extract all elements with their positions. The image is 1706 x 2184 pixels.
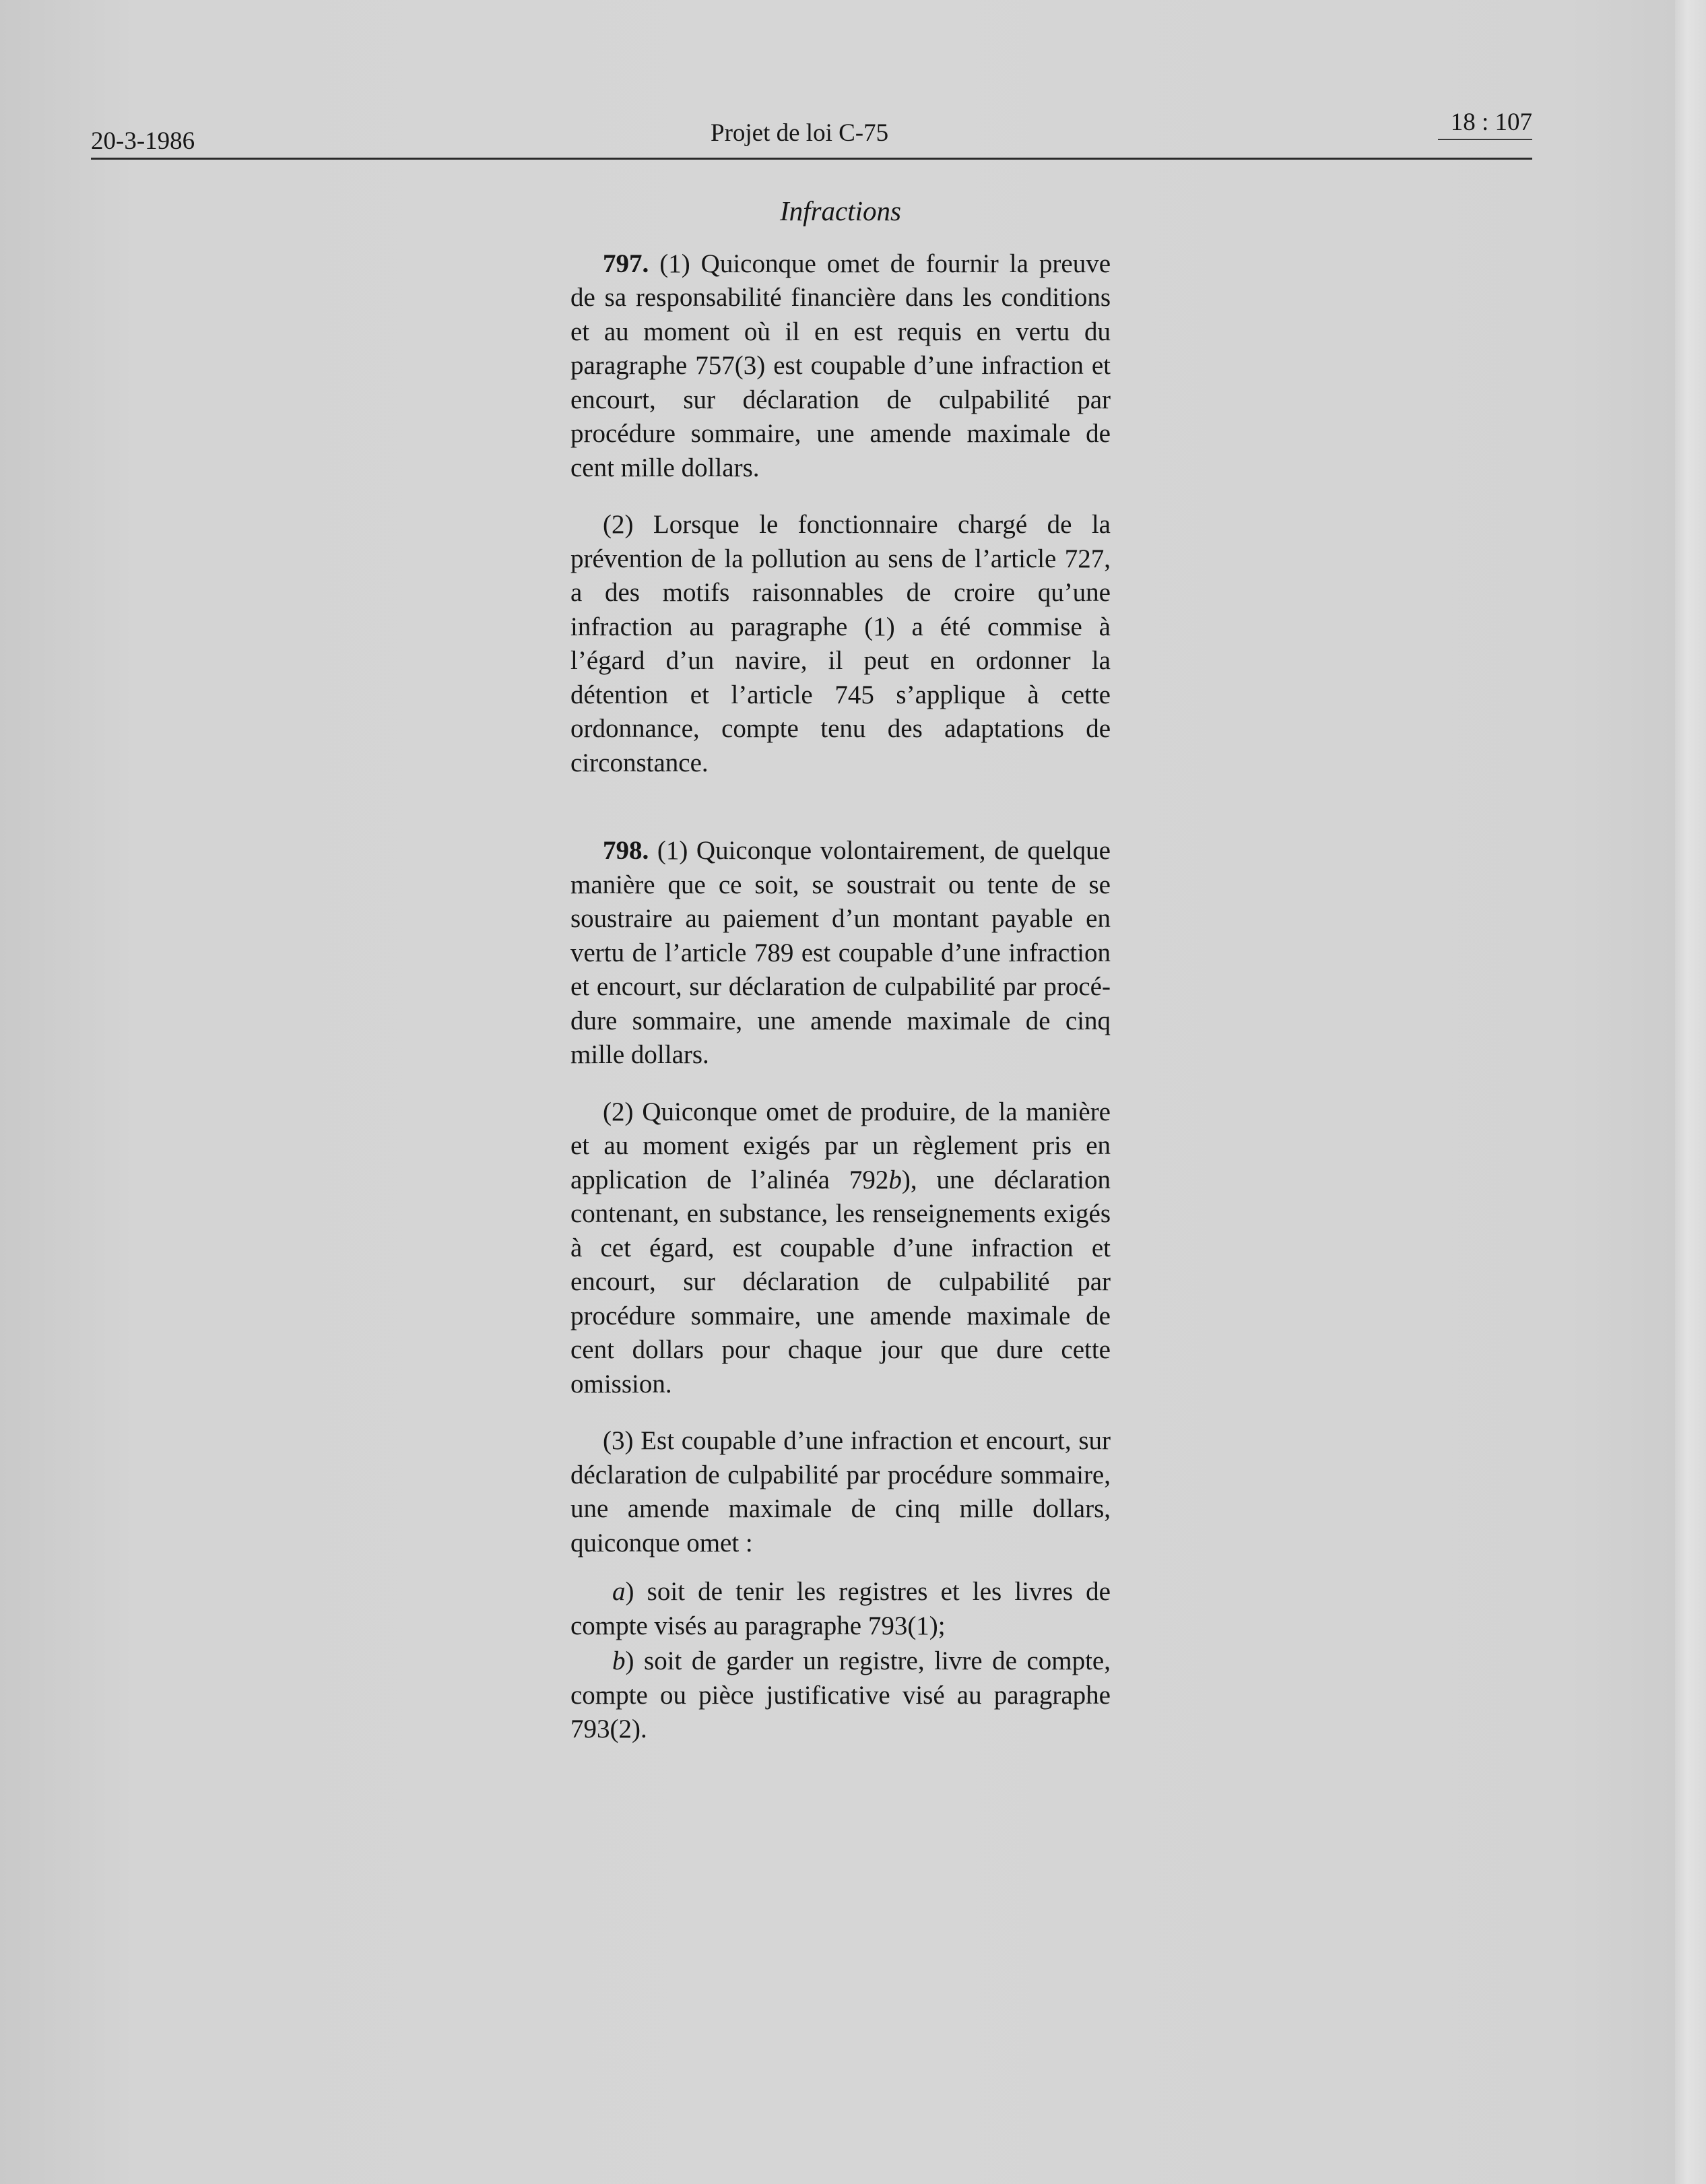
article-798-paragraph-1 (570, 834, 1111, 1072)
article-798-paragraph-3: (3) Est coupable d’une infraction et encourt, sur déclaration de culpabilité par procédure sommaire, une amende maximale de cinq mille dollars, quiconque omet : (570, 1426, 1111, 1557)
article-798-paragraph-2 (570, 1095, 1111, 1402)
section-heading: Infractions (780, 195, 901, 226)
item-b-text: ) soit de garder un registre, livre de compte, compte ou pièce justificative visé au paragraphe 793(2). (570, 1646, 1111, 1743)
header-rule (91, 158, 1532, 160)
article-798-p2-italic: b (888, 1165, 902, 1194)
header-page-number: 18 : 107 (1450, 108, 1532, 136)
item-a-text: ) soit de tenir les registres et les livres de compte visés au paragraphe 793(1); (570, 1577, 1111, 1640)
article-797-p1-text: (1) Quiconque omet de fournir la preuve de sa responsabilité financière dans les conditions et au moment où il en est requis en vertu du paragraphe 757(3) est coupable d’une infraction et encourt, sur déclaration de culpabilité par procédure sommaire, une amende maximale de cent mille dollars. (570, 249, 1111, 482)
header-rule-page-number (1438, 139, 1532, 140)
article-798-p2-text-a: (2) Quiconque omet de produire, de la manière et au moment exigés par un règlement pris en application de l’alinéa 792 (570, 1097, 1111, 1194)
article-798-item-a (570, 1575, 1111, 1643)
article-798-p1-text: (1) Quiconque volontairement, de quelque manière que ce soit, se soustrait ou tente de se soustraire au paiement d’un montant payable en vertu de l’article 789 est coupable d’une infraction et encourt, sur déclaration de culpabilité par procédure sommaire, une amende maximale de cinq mille dollars. (570, 836, 1111, 1069)
article-798-number: 798. (603, 836, 649, 865)
header-date: 20-3-1986 (91, 127, 195, 155)
article-798-item-b (570, 1644, 1111, 1747)
page-edge (1675, 0, 1706, 2184)
header-title: Projet de loi C-75 (711, 119, 889, 147)
text-column (570, 194, 1111, 1756)
article-797-paragraph-2: (2) Lorsque le fonctionnaire chargé de la prévention de la pollution au sens de l’article 727, a des motifs raisonnables de croire qu’une infraction au paragraphe (1) a été commise à l’égard d’un navire, il peut en ordonner la détention et l’article 745 s’applique à cette ordonnance, compte tenu des adaptations de circonstance. (570, 510, 1111, 777)
article-797-number: 797. (603, 249, 649, 278)
article-797-paragraph-1 (570, 247, 1111, 486)
page-header (91, 101, 1532, 162)
article-798-p2-text-b: ), une déclaration contenant, en substance, les renseignements exigés à cet égard, est coupable d’une infraction et encourt, sur déclaration de culpabilité par procédure sommaire, une amende maximale de cent dollars pour chaque jour que dure cette omission. (570, 1165, 1111, 1399)
item-a-letter: a (612, 1577, 626, 1606)
item-b-letter: b (612, 1646, 626, 1675)
